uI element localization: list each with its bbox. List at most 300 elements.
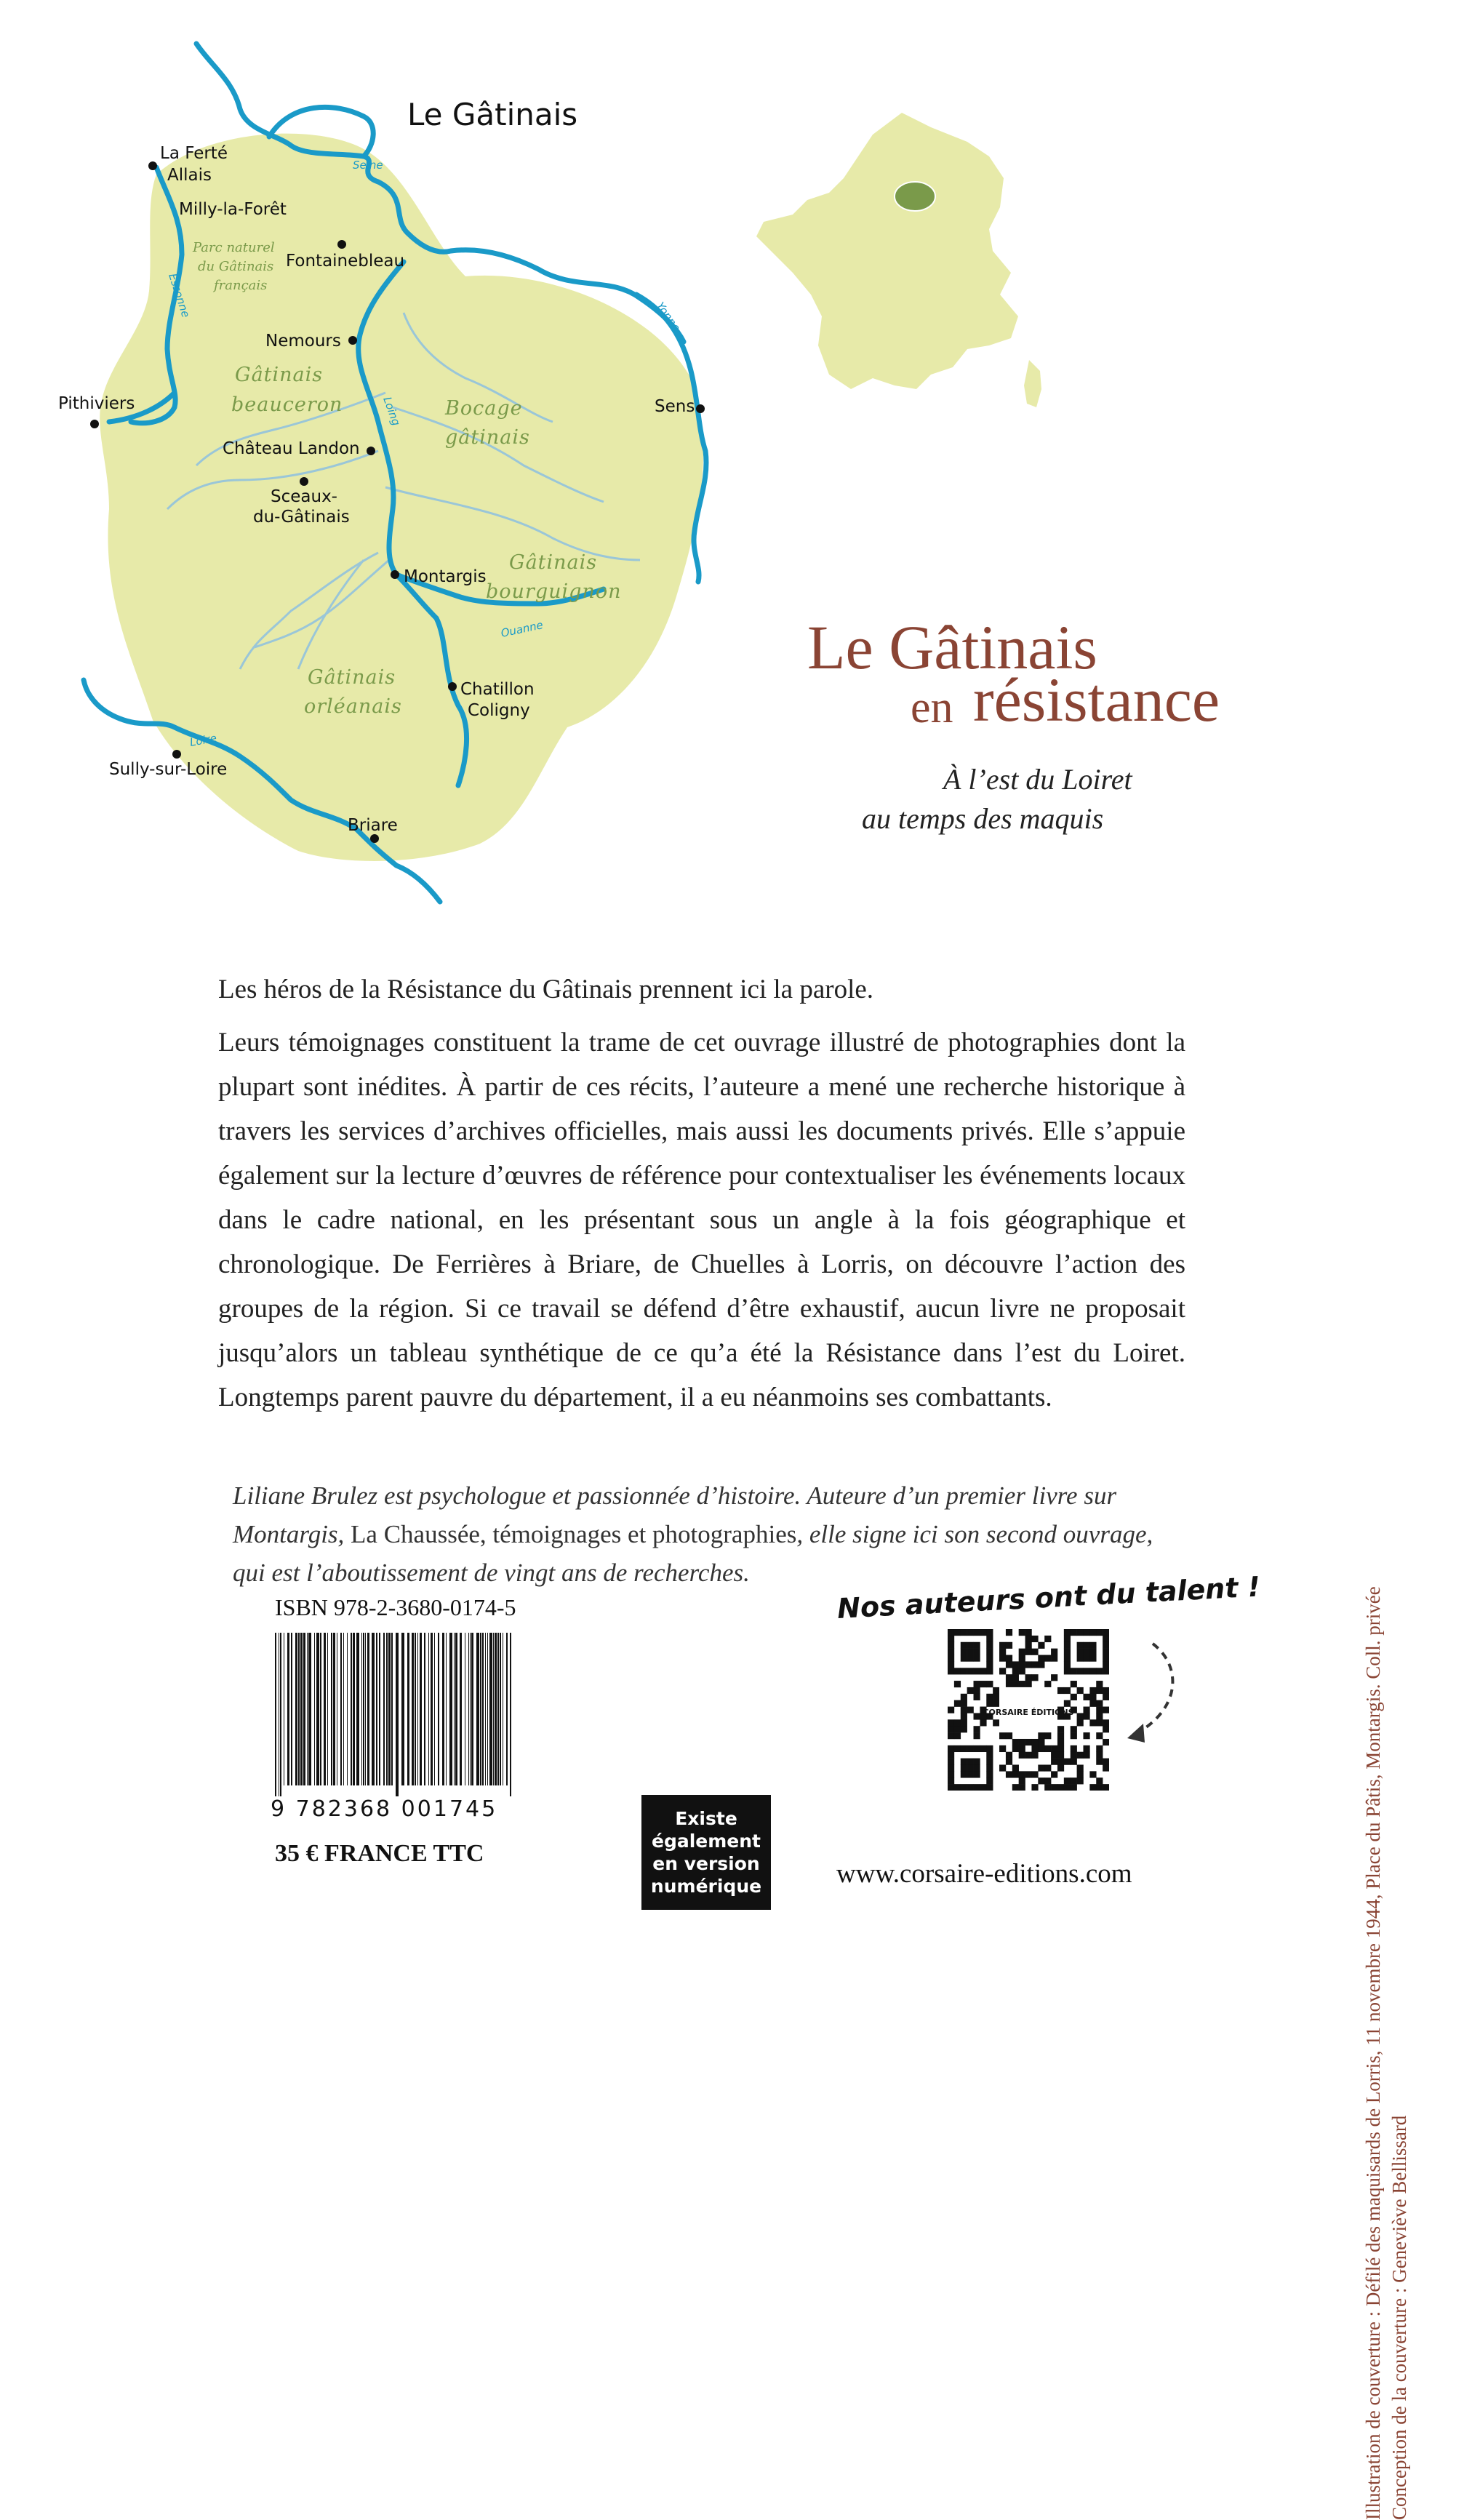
qr-module [1103,1784,1109,1791]
barcode-bar [316,1633,319,1785]
place-sully: Sully-sur-Loire [109,760,228,779]
barcode-bar [510,1633,511,1796]
barcode-bar [331,1633,332,1785]
barcode-bar [361,1633,362,1785]
barcode-bar [308,1633,311,1785]
barcode-bar [476,1633,479,1785]
qr-module [1077,1629,1084,1636]
qr-module [1103,1739,1109,1745]
corsica-shape [1024,360,1041,407]
place-montargis: Montargis [404,567,487,586]
qr-module [961,1700,967,1707]
barcode-bar [431,1633,433,1785]
barcode-bar [353,1633,355,1785]
qr-module [999,1655,1006,1662]
barcode-bar [363,1633,364,1785]
title-line-1: Le Gâtinais [807,612,1097,682]
price: 35 € FRANCE TTC [275,1840,484,1867]
qr-module [948,1655,954,1662]
qr-module [1044,1636,1051,1642]
qr-module [1077,1752,1084,1759]
digital-edition-badge [641,1795,771,1910]
barcode-bar [298,1633,300,1785]
qr-module [1064,1629,1071,1636]
qr-module [961,1668,967,1674]
qr-module [1089,1668,1096,1674]
qr-module [1031,1661,1038,1668]
barcode-bar [482,1633,484,1785]
qr-module [1077,1668,1084,1674]
barcode-bar [367,1633,369,1785]
qr-module [967,1668,974,1674]
barcode-bar [280,1633,281,1796]
qr-module [967,1784,974,1791]
barcode-bar [383,1633,385,1785]
qr-module [954,1668,961,1674]
barcode-bar [460,1633,462,1785]
qr-module [1031,1674,1038,1681]
qr-module [961,1759,967,1765]
qr-module [1031,1739,1038,1745]
qr-module [954,1745,961,1752]
qr-module [1057,1726,1064,1732]
barcode-bar [485,1633,486,1785]
qr-module [948,1649,954,1655]
qr-module [954,1700,961,1707]
barcode-bar [351,1633,352,1785]
qr-module [986,1681,993,1687]
qr-module [1019,1661,1025,1668]
qr-module [1083,1642,1089,1649]
qr-module [1064,1759,1071,1765]
curved-arrow-icon [1113,1636,1193,1753]
credit-design: Conception de la couverture : Geneviève Bellissard [1388,2115,1410,2520]
qr-module [993,1700,999,1707]
qr-module [1096,1713,1103,1719]
barcode-bar [446,1633,447,1785]
qr-module [980,1745,986,1752]
region-bourguignon-2: bourguignon [486,580,622,603]
barcode-bar [300,1633,303,1785]
qr-module [1019,1739,1025,1745]
qr-module [1096,1719,1103,1726]
qr-module [967,1707,974,1713]
gatinais-highlight [895,182,935,211]
qr-module [1064,1687,1071,1694]
subtitle-line-2: au temps des maquis [862,802,1104,835]
barcode-bar [470,1633,471,1785]
qr-module [1096,1629,1103,1636]
subtitle-line-1: À l’est du Loiret [943,763,1132,796]
qr-module [967,1642,974,1649]
qr-module [974,1732,980,1739]
place-briare: Briare [348,816,398,835]
qr-module [986,1777,993,1784]
qr-module [1071,1752,1077,1759]
qr-module [1006,1771,1012,1777]
barcode-bar [449,1633,452,1785]
qr-module [1071,1681,1077,1687]
qr-module [1103,1694,1109,1700]
qr-module [1071,1745,1077,1752]
qr-module [1012,1661,1019,1668]
barcode-bar [340,1633,342,1785]
qr-module [1057,1745,1064,1752]
qr-module [1025,1771,1032,1777]
qr-module [974,1759,980,1765]
qr-module [1031,1771,1038,1777]
qr-module [1071,1784,1077,1791]
qr-module [1031,1784,1038,1791]
qr-module [1025,1674,1032,1681]
barcode-bar [391,1633,393,1785]
qr-module [1096,1759,1103,1765]
barcode-bar [506,1633,508,1785]
qr-module [986,1629,993,1636]
barcode-bar [386,1633,388,1785]
qr-module [1051,1649,1057,1655]
barcode-bar [438,1633,439,1785]
qr-module [948,1745,954,1752]
qr-module [986,1759,993,1765]
qr-module [1012,1745,1019,1752]
qr-module [1044,1745,1051,1752]
qr-module [948,1636,954,1642]
qr-module [1019,1745,1025,1752]
qr-module [974,1784,980,1791]
qr-module [1025,1642,1032,1649]
title-line-2-resistance: résistance [973,665,1220,735]
qr-module [974,1655,980,1662]
qr-module [948,1784,954,1791]
qr-module [1103,1642,1109,1649]
qr-module [1083,1732,1089,1739]
credit-illustration: Illustration de couverture : Défilé des maquisards de Lorris, 11 novembre 1944, Place du Pâtis, Montargis. Coll. privée [1362,1586,1384,2520]
qr-module [974,1764,980,1771]
qr-module [1038,1745,1044,1752]
qr-module [986,1694,993,1700]
barcode-bar [320,1633,321,1785]
qr-module [948,1642,954,1649]
barcode-bar [291,1633,292,1785]
qr-module [948,1719,954,1726]
place-sens: Sens [655,397,695,416]
barcode-bar [415,1633,416,1785]
qr-module [961,1707,967,1713]
region-bourguignon-1: Gâtinais [509,551,598,574]
qr-module [999,1732,1006,1739]
barcode-bar [388,1633,391,1785]
barcode-bar [487,1633,488,1785]
qr-module [1103,1759,1109,1765]
qr-module [1071,1629,1077,1636]
qr-module [1083,1629,1089,1636]
place-sceaux-line1: Sceaux- [271,487,337,506]
qr-module [993,1719,999,1726]
qr-module [980,1719,986,1726]
qr-module [974,1726,980,1732]
region-orleanais-2: orléanais [304,695,402,718]
qr-module [1077,1771,1084,1777]
barcode-bar [347,1633,348,1785]
france-inset-map [749,98,1055,418]
barcode-bar [428,1633,429,1785]
qr-module [1077,1777,1084,1784]
qr-module [1019,1752,1025,1759]
qr-module [1006,1759,1012,1765]
qr-module [1083,1707,1089,1713]
qr-module [1019,1681,1025,1687]
qr-module [1103,1764,1109,1771]
river-loing-label: Loing [380,395,404,428]
qr-module [948,1771,954,1777]
qr-module [961,1655,967,1662]
barcode [271,1633,518,1796]
barcode-bar [468,1633,469,1785]
qr-module [1006,1661,1012,1668]
region-bocage-1: Bocage [445,397,523,420]
qr-module [967,1649,974,1655]
qr-module [999,1668,1006,1674]
qr-module [1064,1649,1071,1655]
qr-module [1006,1752,1012,1759]
qr-module [1103,1629,1109,1636]
qr-module [1051,1655,1057,1662]
qr-module [1064,1784,1071,1791]
qr-module [961,1642,967,1649]
qr-module [1077,1649,1084,1655]
qr-module [948,1661,954,1668]
body-paragraph-2: Leurs témoignages constituent la trame de cet ouvrage illustré de photographies dont la plupart sont inédites. À partir de ces récits, l’auteure a mené une recherche historique à travers les services d’archives officielles, mais aussi les documents privés. Elle s’appuie également sur la lecture d’œuvres de référence pour contextualiser les événements locaux dans le cadre national, en les présentant sous un angle à la fois géographique et chronologique. De Ferrières à Briare, de Chuelles à Lorris, on découvre l’action des groupes de la région. Si ce travail se défend d’être exhaustif, aucun livre ne proposait jusqu’alors un tableau synthétique de ce qu’a été la Résistance dans l’est du Loiret. Longtemps parent pauvre du département, il a eu néanmoins ses combattants. [218,1028,1185,1412]
barcode-bar [356,1633,359,1785]
qr-module [1083,1649,1089,1655]
barcode-bar [376,1633,377,1785]
qr-module [961,1719,967,1726]
la-ferte-dot [148,161,157,170]
place-chateau-landon: Château Landon [223,439,360,458]
region-beauceron-1: Gâtinais [235,364,324,386]
cover-credits [1360,1444,1425,2520]
qr-module [1077,1687,1084,1694]
qr-module [986,1661,993,1668]
barcode-bar [495,1633,497,1785]
place-pithiviers: Pithiviers [58,394,135,413]
qr-module [1071,1777,1077,1784]
qr-module [967,1629,974,1636]
barcode-bar [327,1633,328,1785]
qr-module [948,1777,954,1784]
map-title: Le Gâtinais [407,97,578,132]
qr-module [1057,1784,1064,1791]
barcode-bar [401,1633,404,1785]
qr-module [1038,1655,1044,1662]
barcode-bar [471,1633,473,1785]
qr-module [1019,1655,1025,1662]
qr-module [961,1694,967,1700]
barcode-bar [455,1633,457,1785]
qr-module [948,1732,954,1739]
barcode-bar [365,1633,366,1785]
qr-module [1103,1668,1109,1674]
qr-module [1089,1784,1096,1791]
region-bocage-2: gâtinais [445,426,530,449]
qr-module [948,1764,954,1771]
qr-module [974,1629,980,1636]
qr-module [961,1784,967,1791]
qr-module [1019,1668,1025,1674]
qr-module [993,1694,999,1700]
qr-module [961,1649,967,1655]
qr-module [1089,1655,1096,1662]
qr-module [1025,1752,1032,1759]
qr-module [1103,1707,1109,1713]
qr-module [1025,1739,1032,1745]
barcode-bar [420,1633,422,1785]
qr-code[interactable] [948,1629,1109,1791]
qr-module [1071,1668,1077,1674]
gatinais-region-shape [100,134,703,861]
author-bio [233,1476,1171,1592]
qr-module [1025,1661,1032,1668]
bio-part-1: Liliane Brulez est psychologue et passionnée d’histoire. Auteure d’un premier livre sur Montargis, [233,1481,1117,1548]
barcode-bar [454,1633,455,1785]
qr-module [967,1745,974,1752]
qr-module [1103,1636,1109,1642]
barcode-bar [324,1633,326,1785]
qr-module [967,1759,974,1765]
bio-book-title: La Chaussée, témoignages et photographies [351,1520,797,1548]
qr-module [1077,1642,1084,1649]
qr-module [974,1642,980,1649]
qr-module [1038,1661,1044,1668]
qr-logo-label: CORSAIRE ÉDITIONS [983,1708,1074,1717]
qr-module [1019,1629,1025,1636]
qr-module [948,1726,954,1732]
qr-module [1006,1732,1012,1739]
qr-module [993,1687,999,1694]
qr-module [1064,1636,1071,1642]
qr-module [1044,1777,1051,1784]
barcode-bar [333,1633,335,1785]
barcode-bar [379,1633,380,1785]
qr-module [1089,1694,1096,1700]
qr-module [1051,1759,1057,1765]
qr-module [1083,1655,1089,1662]
qr-module [967,1764,974,1771]
place-la-ferte-line2: Allais [167,166,212,185]
qr-module [1051,1771,1057,1777]
svg-text:français: français [214,278,268,293]
qr-module [1096,1668,1103,1674]
qr-module [1089,1700,1096,1707]
qr-module [967,1655,974,1662]
qr-module [1083,1752,1089,1759]
qr-module [986,1655,993,1662]
qr-module [980,1784,986,1791]
book-subtitle [862,760,1298,839]
qr-module [1077,1719,1084,1726]
qr-module [1103,1719,1109,1726]
qr-module [986,1764,993,1771]
qr-module [974,1687,980,1694]
qr-module [986,1668,993,1674]
qr-module [1089,1629,1096,1636]
svg-text:du Gâtinais: du Gâtinais [198,259,274,274]
qr-module [1038,1732,1044,1739]
place-nemours: Nemours [265,332,341,351]
qr-module [986,1745,993,1752]
barcode-bar [500,1633,501,1785]
barcode-bar [407,1633,409,1785]
qr-module [1089,1642,1096,1649]
qr-module [1038,1764,1044,1771]
digital-badge-text: Existe également en version numérique [650,1808,762,1897]
qr-module [961,1745,967,1752]
qr-module [967,1687,974,1694]
qr-module [999,1642,1006,1649]
region-orleanais-1: Gâtinais [308,666,396,689]
body-paragraph-1: Les héros de la Résistance du Gâtinais prennent ici la parole. [218,975,874,1004]
qr-module [948,1668,954,1674]
qr-module [954,1726,961,1732]
qr-module [954,1629,961,1636]
qr-module [1057,1732,1064,1739]
barcode-bar [493,1633,494,1785]
qr-module [1057,1752,1064,1759]
qr-module [1031,1649,1038,1655]
qr-module [999,1745,1006,1752]
qr-module [1025,1681,1032,1687]
barcode-bar [417,1633,418,1785]
qr-module [986,1649,993,1655]
qr-module [1051,1784,1057,1791]
qr-module [1089,1649,1096,1655]
qr-module [948,1629,954,1636]
qr-module [1057,1759,1064,1765]
barcode-bar [295,1633,297,1785]
qr-module [1096,1707,1103,1713]
gatinais-map [0,0,829,931]
qr-module [1096,1784,1103,1791]
title-line-2-en: en [911,683,953,732]
qr-module [1083,1713,1089,1719]
barcode-bar [303,1633,305,1785]
qr-module [974,1681,980,1687]
qr-module [1096,1700,1103,1707]
qr-module [954,1784,961,1791]
publisher-website-link[interactable]: www.corsaire-editions.com [836,1859,1132,1889]
qr-module [1057,1764,1064,1771]
qr-module [986,1642,993,1649]
qr-module [1044,1764,1051,1771]
qr-module [1051,1674,1057,1681]
qr-module [1025,1636,1032,1642]
barcode-bar [424,1633,425,1785]
qr-module [980,1681,986,1687]
barcode-bar [307,1633,308,1785]
barcode-bar [412,1633,414,1785]
qr-module [1096,1777,1103,1784]
qr-module [1019,1649,1025,1655]
qr-module [1044,1655,1051,1662]
qr-module [1071,1694,1077,1700]
qr-module [986,1771,993,1777]
qr-module [1064,1777,1071,1784]
qr-module [1103,1655,1109,1662]
back-cover-text [218,967,1185,1428]
qr-module [1089,1719,1096,1726]
qr-module [1064,1655,1071,1662]
